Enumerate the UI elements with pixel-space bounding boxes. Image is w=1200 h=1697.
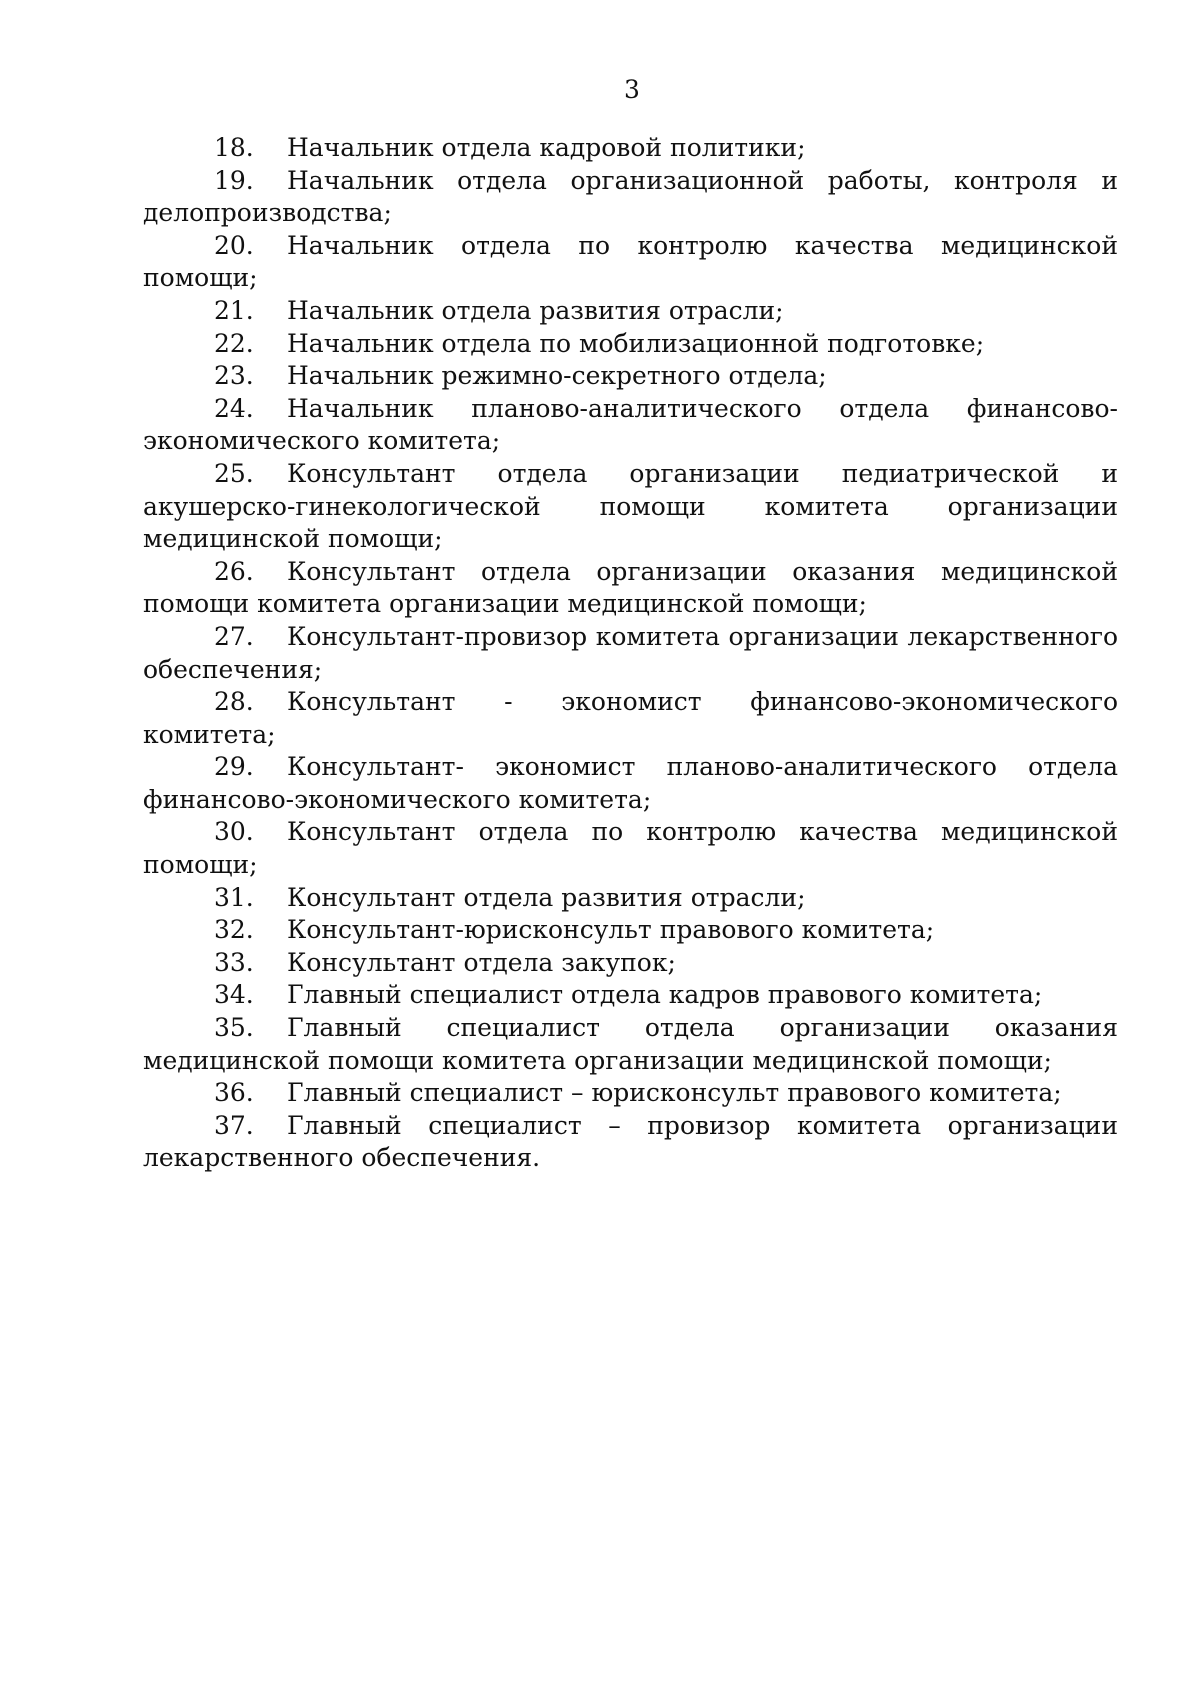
item-text: Консультант отдела организации педиатрической и акушерско-гинекологической помощи комитета организации медицинской помощи;	[143, 458, 1118, 554]
list-item	[143, 979, 1118, 1012]
item-text: Консультант-провизор комитета организации лекарственного обеспечения;	[143, 621, 1118, 684]
list-item	[143, 751, 1118, 816]
list-item	[143, 816, 1118, 881]
item-number: 31.	[214, 882, 254, 912]
list-item	[143, 947, 1118, 980]
item-number: 29.	[214, 752, 254, 782]
item-text: Консультант- экономист планово-аналитического отдела финансово-экономического комитета;	[143, 752, 1118, 814]
item-number: 32.	[214, 915, 254, 945]
item-number: 35.	[214, 1013, 254, 1043]
list-item	[143, 882, 1118, 915]
item-text: Начальник отдела по мобилизационной подготовке;	[287, 328, 985, 358]
item-number: 33.	[214, 947, 254, 977]
item-number: 18.	[214, 133, 254, 162]
list-item	[143, 686, 1118, 751]
list-item	[143, 914, 1118, 947]
item-text: Консультант - экономист финансово-экономического комитета;	[143, 687, 1118, 749]
item-number: 21.	[214, 295, 254, 325]
list-item	[143, 1110, 1118, 1175]
item-number: 30.	[214, 817, 254, 847]
list-item	[143, 1077, 1118, 1110]
item-number: 36.	[214, 1078, 254, 1108]
item-text: Консультант отдела закупок;	[287, 947, 676, 977]
item-text: Консультант-юрисконсульт правового комитета;	[287, 915, 935, 945]
item-text: Главный специалист отдела кадров правового комитета;	[287, 980, 1043, 1010]
item-number: 20.	[214, 230, 254, 260]
item-number: 24.	[214, 393, 254, 423]
item-text: Главный специалист – провизор комитета организации лекарственного обеспечения.	[143, 1110, 1118, 1173]
item-number: 34.	[214, 980, 254, 1010]
list-item	[143, 295, 1118, 328]
list-item	[143, 458, 1118, 556]
item-text: Начальник отдела развития отрасли;	[287, 295, 784, 325]
item-number: 19.	[214, 165, 254, 195]
position-list	[143, 132, 1118, 1175]
item-number: 26.	[214, 556, 254, 586]
list-item	[143, 1012, 1118, 1077]
item-text: Начальник планово-аналитического отдела финансово-экономического комитета;	[143, 393, 1118, 456]
page-number: 3	[624, 75, 640, 104]
item-text: Консультант отдела развития отрасли;	[287, 882, 806, 912]
list-item	[143, 393, 1118, 458]
item-text: Начальник отдела организационной работы, контроля и делопроизводства;	[143, 165, 1118, 228]
list-item	[143, 165, 1118, 230]
list-item	[143, 556, 1118, 621]
item-number: 28.	[214, 687, 254, 717]
list-item	[143, 360, 1118, 393]
list-item	[143, 328, 1118, 361]
list-item	[143, 230, 1118, 295]
item-text: Консультант отдела по контролю качества медицинской помощи;	[143, 817, 1118, 880]
item-text: Консультант отдела организации оказания медицинской помощи комитета организации медицинской помощи;	[143, 556, 1118, 619]
item-text: Начальник отдела кадровой политики;	[287, 133, 806, 162]
item-text: Главный специалист – юрисконсульт правового комитета;	[287, 1078, 1062, 1108]
item-text: Главный специалист отдела организации оказания медицинской помощи комитета организации медицинской помощи;	[143, 1013, 1118, 1075]
item-number: 25.	[214, 458, 254, 488]
list-item	[143, 132, 1118, 165]
item-number: 27.	[214, 621, 254, 651]
item-number: 37.	[214, 1110, 254, 1140]
item-number: 22.	[214, 328, 254, 358]
item-text: Начальник отдела по контролю качества медицинской помощи;	[143, 230, 1118, 293]
list-item	[143, 621, 1118, 686]
item-number: 23.	[214, 361, 254, 391]
item-text: Начальник режимно-секретного отдела;	[287, 361, 827, 391]
